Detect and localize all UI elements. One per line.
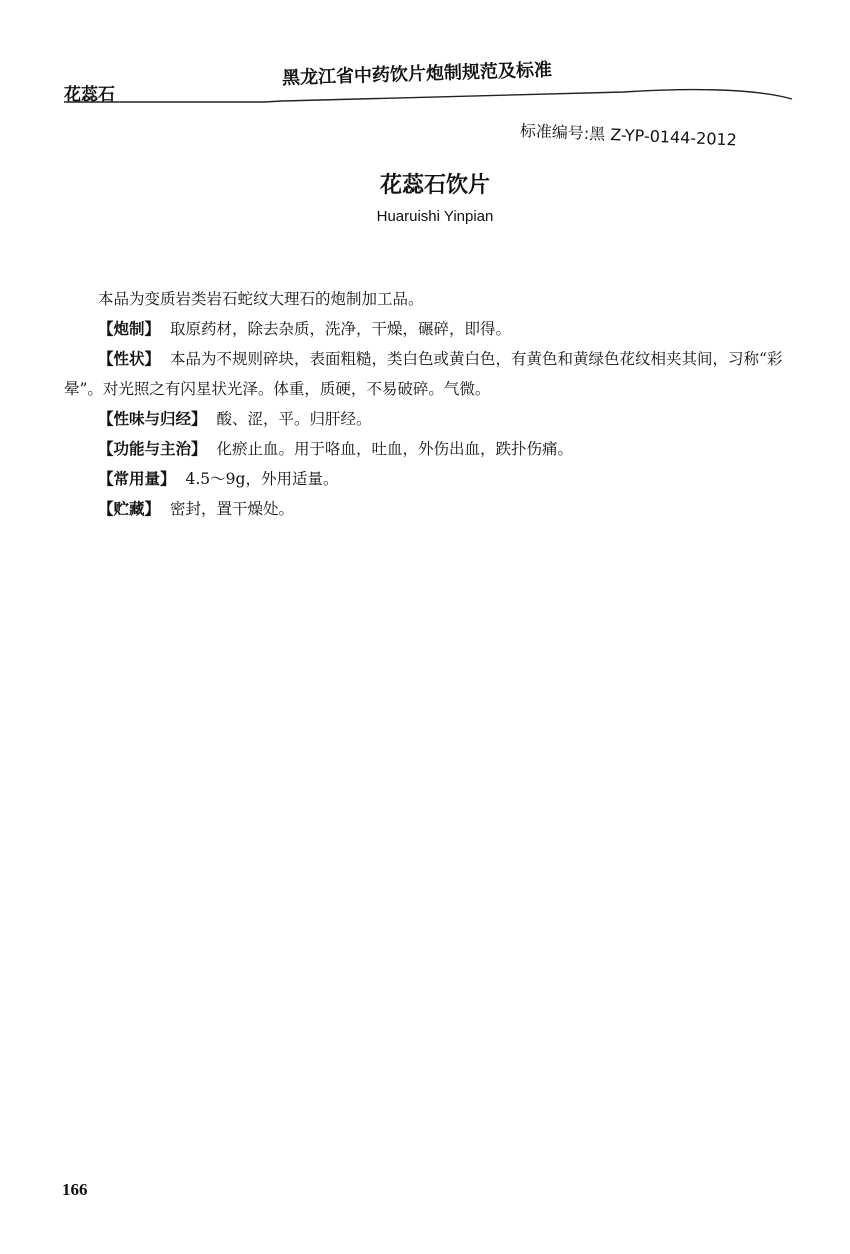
section-storage	[64, 494, 784, 524]
section-functions	[64, 434, 784, 464]
section-text: 酸、涩，平。归肝经。	[216, 410, 372, 428]
standard-number: 标准编号:黑 Z-YP-0144-2012	[519, 121, 738, 150]
running-head-section-title: 花蕊石	[64, 85, 115, 105]
section-text: 4.5～9g，外用适量。	[185, 470, 339, 488]
section-label: 【炮制】	[98, 320, 161, 338]
intro-paragraph: 本品为变质岩类岩石蛇纹大理石的炮制加工品。	[98, 290, 424, 308]
section-label: 【功能与主治】	[98, 440, 207, 458]
running-head-book-title: 黑龙江省中药饮片炮制规范及标准	[281, 59, 553, 89]
section-dosage	[64, 464, 784, 494]
header-rule	[64, 70, 794, 110]
section-label: 【性状】	[98, 350, 161, 368]
running-head	[64, 59, 794, 110]
section-text: 本品为不规则碎块，表面粗糙，类白色或黄白色，有黄色和黄绿色花纹相夹其间，习称“彩晕”。对光照之有闪星状光泽。体重，质硬，不易破碎。气微。	[64, 350, 783, 398]
section-text: 取原药材，除去杂质，洗净，干燥，碾碎，即得。	[170, 320, 512, 338]
page-title: 花蕊石饮片	[379, 173, 490, 198]
section-processing	[64, 314, 784, 344]
monograph-body	[64, 284, 784, 524]
page-number: 166	[62, 1180, 88, 1199]
section-text: 化瘀止血。用于咯血，吐血，外伤出血，跌扑伤痛。	[216, 440, 574, 458]
section-description	[64, 344, 784, 404]
section-label: 【贮藏】	[98, 500, 161, 518]
section-label: 【常用量】	[98, 470, 176, 488]
section-text: 密封，置干燥处。	[170, 500, 295, 518]
page-title-pinyin: Huaruishi Yinpian	[376, 208, 494, 225]
section-label: 【性味与归经】	[98, 410, 207, 428]
section-nature-meridian	[64, 404, 784, 434]
